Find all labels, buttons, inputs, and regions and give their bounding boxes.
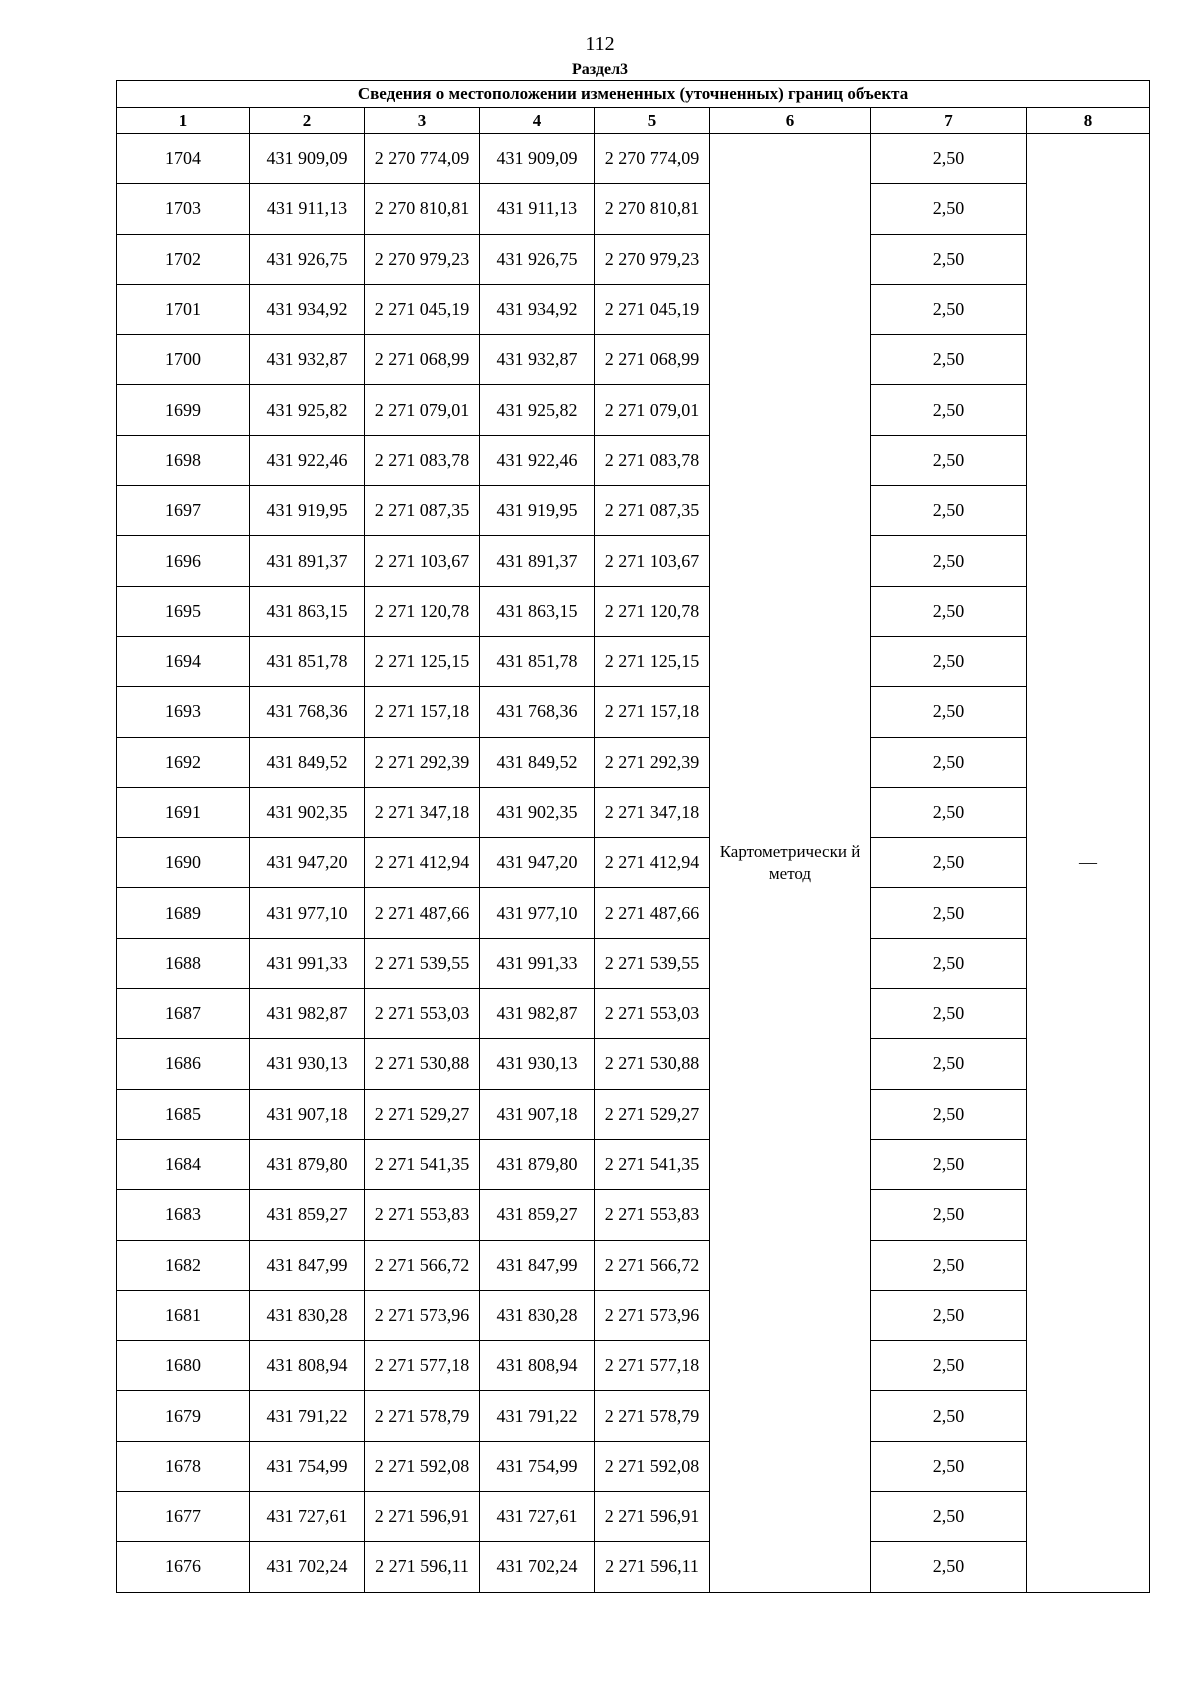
x-new-cell: 431 911,13 [480,184,595,234]
table-row [117,1391,1150,1441]
x-old-cell: 431 930,13 [250,1039,365,1089]
x-new-cell: 431 847,99 [480,1240,595,1290]
y-new-cell: 2 270 774,09 [595,134,710,184]
point-number-cell: 1679 [117,1391,250,1441]
column-number-3: 3 [365,108,480,134]
column-number-5: 5 [595,108,710,134]
y-new-cell: 2 271 079,01 [595,385,710,435]
x-old-cell: 431 922,46 [250,435,365,485]
table-row [117,184,1150,234]
y-new-cell: 2 271 592,08 [595,1441,710,1491]
accuracy-cell: 2,50 [871,1190,1027,1240]
accuracy-cell: 2,50 [871,1039,1027,1089]
x-old-cell: 431 991,33 [250,938,365,988]
x-old-cell: 431 727,61 [250,1492,365,1542]
x-new-cell: 431 754,99 [480,1441,595,1491]
accuracy-cell: 2,50 [871,1139,1027,1189]
y-old-cell: 2 270 810,81 [365,184,480,234]
accuracy-cell: 2,50 [871,1542,1027,1592]
x-old-cell: 431 849,52 [250,737,365,787]
y-old-cell: 2 271 487,66 [365,888,480,938]
accuracy-cell: 2,50 [871,1341,1027,1391]
table-row [117,486,1150,536]
table-row [117,1441,1150,1491]
x-old-cell: 431 808,94 [250,1341,365,1391]
x-old-cell: 431 791,22 [250,1391,365,1441]
x-new-cell: 431 926,75 [480,234,595,284]
accuracy-cell: 2,50 [871,1290,1027,1340]
column-number-7: 7 [871,108,1027,134]
accuracy-cell: 2,50 [871,486,1027,536]
y-new-cell: 2 271 087,35 [595,486,710,536]
point-number-cell: 1692 [117,737,250,787]
table-row [117,284,1150,334]
y-new-cell: 2 271 577,18 [595,1341,710,1391]
accuracy-cell: 2,50 [871,1240,1027,1290]
table-row [117,1240,1150,1290]
x-new-cell: 431 849,52 [480,737,595,787]
x-old-cell: 431 891,37 [250,536,365,586]
x-old-cell: 431 909,09 [250,134,365,184]
y-new-cell: 2 271 596,91 [595,1492,710,1542]
accuracy-cell: 2,50 [871,1089,1027,1139]
x-old-cell: 431 768,36 [250,687,365,737]
table-row [117,636,1150,686]
accuracy-cell: 2,50 [871,184,1027,234]
point-number-cell: 1685 [117,1089,250,1139]
column-number-1: 1 [117,108,250,134]
x-old-cell: 431 932,87 [250,335,365,385]
x-new-cell: 431 851,78 [480,636,595,686]
table-row [117,1139,1150,1189]
table-row [117,1542,1150,1592]
point-number-cell: 1682 [117,1240,250,1290]
table-title: Сведения о местоположении измененных (уточненных) границ объекта [117,81,1150,108]
x-new-cell: 431 791,22 [480,1391,595,1441]
y-new-cell: 2 271 292,39 [595,737,710,787]
point-number-cell: 1678 [117,1441,250,1491]
y-new-cell: 2 271 068,99 [595,335,710,385]
y-old-cell: 2 271 125,15 [365,636,480,686]
section-label: Раздел3 [571,61,629,78]
y-new-cell: 2 271 553,03 [595,989,710,1039]
x-new-cell: 431 859,27 [480,1190,595,1240]
point-number-cell: 1677 [117,1492,250,1542]
y-old-cell: 2 271 530,88 [365,1039,480,1089]
y-old-cell: 2 271 596,11 [365,1542,480,1592]
accuracy-cell: 2,50 [871,1391,1027,1441]
x-new-cell: 431 727,61 [480,1492,595,1542]
table-row [117,687,1150,737]
accuracy-cell: 2,50 [871,536,1027,586]
y-old-cell: 2 270 979,23 [365,234,480,284]
x-new-cell: 431 768,36 [480,687,595,737]
x-old-cell: 431 847,99 [250,1240,365,1290]
x-old-cell: 431 947,20 [250,838,365,888]
point-number-cell: 1688 [117,938,250,988]
x-new-cell: 431 925,82 [480,385,595,435]
x-old-cell: 431 926,75 [250,234,365,284]
x-new-cell: 431 930,13 [480,1039,595,1089]
column-number-8: 8 [1027,108,1150,134]
y-new-cell: 2 271 553,83 [595,1190,710,1240]
table-row [117,787,1150,837]
y-new-cell: 2 270 810,81 [595,184,710,234]
y-old-cell: 2 271 553,83 [365,1190,480,1240]
coordinates-table [116,80,1150,1593]
column-number-row [117,108,1150,134]
y-old-cell: 2 271 412,94 [365,838,480,888]
method-cell: Картометрически й метод [710,134,871,1593]
accuracy-cell: 2,50 [871,888,1027,938]
y-new-cell: 2 271 596,11 [595,1542,710,1592]
x-old-cell: 431 919,95 [250,486,365,536]
x-old-cell: 431 859,27 [250,1190,365,1240]
accuracy-cell: 2,50 [871,335,1027,385]
y-old-cell: 2 271 103,67 [365,536,480,586]
x-new-cell: 431 922,46 [480,435,595,485]
point-number-cell: 1691 [117,787,250,837]
x-new-cell: 431 982,87 [480,989,595,1039]
y-new-cell: 2 271 120,78 [595,586,710,636]
table-row [117,134,1150,184]
y-new-cell: 2 271 347,18 [595,787,710,837]
y-old-cell: 2 271 553,03 [365,989,480,1039]
y-new-cell: 2 271 578,79 [595,1391,710,1441]
point-number-cell: 1681 [117,1290,250,1340]
table-row [117,385,1150,435]
y-new-cell: 2 271 157,18 [595,687,710,737]
y-old-cell: 2 271 596,91 [365,1492,480,1542]
accuracy-cell: 2,50 [871,636,1027,686]
accuracy-cell: 2,50 [871,234,1027,284]
table-row [117,586,1150,636]
x-new-cell: 431 902,35 [480,787,595,837]
x-new-cell: 431 830,28 [480,1290,595,1340]
accuracy-cell: 2,50 [871,737,1027,787]
point-number-cell: 1684 [117,1139,250,1189]
page-number: 112 [585,33,615,55]
x-new-cell: 431 702,24 [480,1542,595,1592]
accuracy-cell: 2,50 [871,787,1027,837]
table-row [117,1492,1150,1542]
y-old-cell: 2 271 083,78 [365,435,480,485]
accuracy-cell: 2,50 [871,435,1027,485]
table-row [117,989,1150,1039]
table-row [117,938,1150,988]
accuracy-cell: 2,50 [871,687,1027,737]
y-new-cell: 2 271 125,15 [595,636,710,686]
x-old-cell: 431 702,24 [250,1542,365,1592]
point-number-cell: 1702 [117,234,250,284]
y-old-cell: 2 271 079,01 [365,385,480,435]
y-new-cell: 2 271 539,55 [595,938,710,988]
x-old-cell: 431 879,80 [250,1139,365,1189]
table-row [117,234,1150,284]
x-old-cell: 431 754,99 [250,1441,365,1491]
accuracy-cell: 2,50 [871,1441,1027,1491]
y-new-cell: 2 271 530,88 [595,1039,710,1089]
point-number-cell: 1694 [117,636,250,686]
accuracy-cell: 2,50 [871,938,1027,988]
y-old-cell: 2 271 157,18 [365,687,480,737]
accuracy-cell: 2,50 [871,134,1027,184]
table-row [117,838,1150,888]
point-number-cell: 1695 [117,586,250,636]
x-old-cell: 431 907,18 [250,1089,365,1139]
table-body [117,134,1150,1593]
point-number-cell: 1699 [117,385,250,435]
point-number-cell: 1704 [117,134,250,184]
x-new-cell: 431 934,92 [480,284,595,334]
y-old-cell: 2 271 087,35 [365,486,480,536]
point-number-cell: 1696 [117,536,250,586]
x-old-cell: 431 934,92 [250,284,365,334]
x-new-cell: 431 932,87 [480,335,595,385]
table-row [117,1089,1150,1139]
point-number-cell: 1701 [117,284,250,334]
y-old-cell: 2 270 774,09 [365,134,480,184]
point-number-cell: 1703 [117,184,250,234]
y-old-cell: 2 271 541,35 [365,1139,480,1189]
x-old-cell: 431 830,28 [250,1290,365,1340]
table-row [117,1039,1150,1089]
x-old-cell: 431 902,35 [250,787,365,837]
column-number-6: 6 [710,108,871,134]
y-old-cell: 2 271 578,79 [365,1391,480,1441]
point-number-cell: 1693 [117,687,250,737]
table-row [117,1190,1150,1240]
y-old-cell: 2 271 068,99 [365,335,480,385]
y-old-cell: 2 271 347,18 [365,787,480,837]
accuracy-cell: 2,50 [871,1492,1027,1542]
x-new-cell: 431 891,37 [480,536,595,586]
x-old-cell: 431 911,13 [250,184,365,234]
x-old-cell: 431 977,10 [250,888,365,938]
table-row [117,888,1150,938]
x-new-cell: 431 879,80 [480,1139,595,1189]
point-number-cell: 1683 [117,1190,250,1240]
column-number-2: 2 [250,108,365,134]
notes-cell: — [1027,134,1150,1593]
y-old-cell: 2 271 566,72 [365,1240,480,1290]
y-new-cell: 2 270 979,23 [595,234,710,284]
accuracy-cell: 2,50 [871,989,1027,1039]
accuracy-cell: 2,50 [871,586,1027,636]
point-number-cell: 1700 [117,335,250,385]
accuracy-cell: 2,50 [871,838,1027,888]
y-new-cell: 2 271 566,72 [595,1240,710,1290]
y-new-cell: 2 271 529,27 [595,1089,710,1139]
point-number-cell: 1680 [117,1341,250,1391]
x-new-cell: 431 947,20 [480,838,595,888]
point-number-cell: 1690 [117,838,250,888]
x-new-cell: 431 991,33 [480,938,595,988]
x-new-cell: 431 909,09 [480,134,595,184]
y-old-cell: 2 271 120,78 [365,586,480,636]
column-number-4: 4 [480,108,595,134]
y-old-cell: 2 271 045,19 [365,284,480,334]
point-number-cell: 1686 [117,1039,250,1089]
point-number-cell: 1697 [117,486,250,536]
y-old-cell: 2 271 529,27 [365,1089,480,1139]
accuracy-cell: 2,50 [871,284,1027,334]
point-number-cell: 1689 [117,888,250,938]
x-new-cell: 431 977,10 [480,888,595,938]
y-new-cell: 2 271 045,19 [595,284,710,334]
y-old-cell: 2 271 573,96 [365,1290,480,1340]
y-new-cell: 2 271 083,78 [595,435,710,485]
table-row [117,737,1150,787]
x-new-cell: 431 907,18 [480,1089,595,1139]
y-old-cell: 2 271 539,55 [365,938,480,988]
accuracy-cell: 2,50 [871,385,1027,435]
table-row [117,435,1150,485]
y-old-cell: 2 271 577,18 [365,1341,480,1391]
point-number-cell: 1676 [117,1542,250,1592]
y-old-cell: 2 271 292,39 [365,737,480,787]
table-row [117,335,1150,385]
point-number-cell: 1698 [117,435,250,485]
table-row [117,1290,1150,1340]
x-old-cell: 431 863,15 [250,586,365,636]
x-new-cell: 431 808,94 [480,1341,595,1391]
table-row [117,1341,1150,1391]
y-new-cell: 2 271 487,66 [595,888,710,938]
y-old-cell: 2 271 592,08 [365,1441,480,1491]
x-old-cell: 431 925,82 [250,385,365,435]
x-old-cell: 431 982,87 [250,989,365,1039]
y-new-cell: 2 271 541,35 [595,1139,710,1189]
x-new-cell: 431 863,15 [480,586,595,636]
y-new-cell: 2 271 412,94 [595,838,710,888]
x-new-cell: 431 919,95 [480,486,595,536]
x-old-cell: 431 851,78 [250,636,365,686]
point-number-cell: 1687 [117,989,250,1039]
y-new-cell: 2 271 103,67 [595,536,710,586]
y-new-cell: 2 271 573,96 [595,1290,710,1340]
table-row [117,536,1150,586]
